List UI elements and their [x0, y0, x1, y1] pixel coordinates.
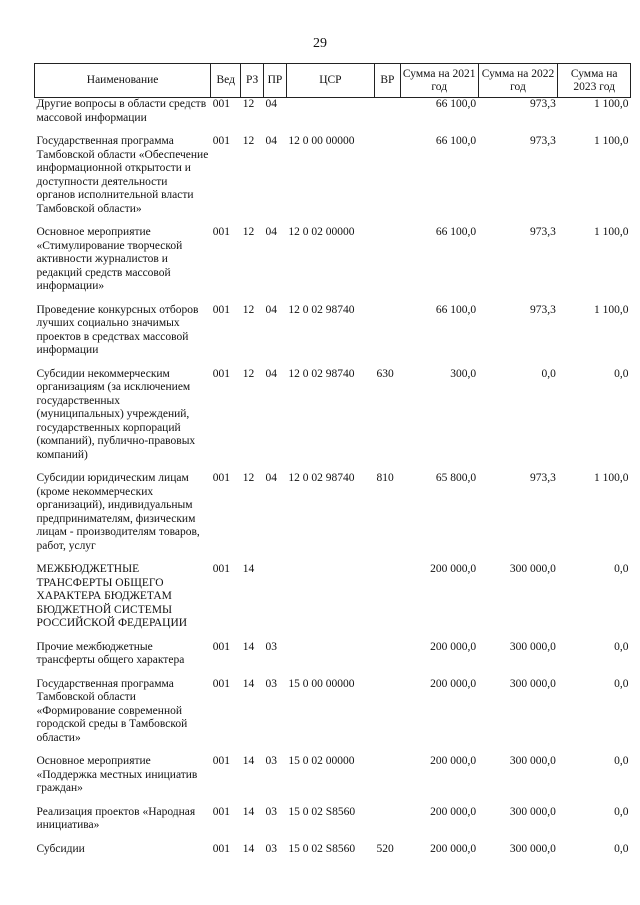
cell-name: Государственная программа Тамбовской области «Формирование современной городской среды в Тамбовской области» [36, 677, 188, 744]
cell-ved: 001 [212, 640, 230, 653]
header-ved: Вед [211, 64, 241, 98]
cell-vr [374, 678, 400, 756]
cell-sum-2023: 0,0 [614, 842, 629, 855]
cell-pr: 03 [265, 755, 278, 767]
table-header-row [35, 64, 631, 98]
cell-sum-2022: 973,3 [530, 303, 556, 316]
cell-name: Субсидии юридическим лицам (кроме некоммерческих организаций), индивидуальным предпринимателям, физическим лицам - производителям товаров, работ, услуг [36, 472, 200, 552]
cell-csr: 12 0 00 00000 [288, 135, 355, 147]
table-body [35, 98, 631, 867]
cell-ved: 001 [212, 842, 230, 855]
cell-rz: 14 [242, 640, 255, 653]
header-sum-2023: Сумма на 2023 год [558, 64, 631, 98]
header-rz: РЗ [241, 64, 264, 98]
table-row [35, 806, 631, 843]
cell-rz: 12 [242, 98, 255, 110]
cell-name: Другие вопросы в области средств массовой информации [36, 98, 207, 124]
cell-sum-2023: 0,0 [614, 755, 629, 767]
cell-sum-2022: 973,3 [530, 98, 556, 110]
header-csr: ЦСР [286, 64, 374, 98]
cell-pr: 03 [265, 842, 278, 855]
cell-vr [374, 304, 400, 368]
cell-csr: 12 0 02 98740 [288, 367, 355, 380]
cell-sum-2023: 0,0 [614, 563, 629, 575]
cell-ved: 001 [212, 563, 230, 575]
cell-csr: 15 0 02 00000 [288, 755, 355, 767]
cell-ved: 001 [212, 303, 230, 316]
cell-pr: 03 [265, 677, 278, 690]
table-row [35, 304, 631, 368]
table-row [35, 368, 631, 473]
cell-ved: 001 [212, 226, 230, 238]
cell-rz: 12 [242, 367, 255, 380]
cell-pr: 03 [265, 805, 278, 818]
cell-sum-2021: 200 000,0 [430, 805, 477, 818]
cell-pr [264, 563, 287, 641]
cell-sum-2022: 300 000,0 [509, 640, 556, 653]
cell-csr: 15 0 02 S8560 [288, 842, 356, 855]
cell-sum-2022: 973,3 [530, 226, 556, 238]
cell-ved: 001 [212, 98, 230, 110]
cell-rz: 14 [242, 563, 255, 575]
cell-csr: 12 0 02 00000 [288, 226, 355, 238]
table-row [35, 226, 631, 304]
cell-pr: 04 [265, 472, 278, 484]
cell-rz: 14 [242, 805, 255, 818]
table-row [35, 563, 631, 641]
cell-ved: 001 [212, 677, 230, 690]
cell-sum-2023: 0,0 [614, 677, 629, 690]
cell-sum-2023: 1 100,0 [594, 303, 629, 316]
cell-sum-2022: 0,0 [541, 367, 556, 380]
table-row [35, 678, 631, 756]
cell-sum-2022: 300 000,0 [509, 563, 556, 575]
cell-ved: 001 [212, 367, 230, 380]
cell-rz: 12 [242, 226, 255, 238]
cell-csr [286, 641, 374, 678]
cell-vr [374, 806, 400, 843]
cell-sum-2023: 1 100,0 [594, 135, 629, 147]
cell-sum-2021: 200 000,0 [430, 755, 477, 767]
cell-name: Прочие межбюджетные трансферты общего характера [36, 640, 185, 666]
cell-ved: 001 [212, 805, 230, 818]
cell-ved: 001 [212, 135, 230, 147]
cell-pr: 04 [265, 226, 278, 238]
cell-pr: 04 [265, 303, 278, 316]
cell-rz: 14 [242, 755, 255, 767]
cell-sum-2023: 1 100,0 [594, 98, 629, 110]
cell-vr [374, 755, 400, 806]
cell-sum-2021: 200 000,0 [430, 677, 477, 690]
cell-ved: 001 [212, 472, 230, 484]
cell-csr [286, 563, 374, 641]
cell-name: Основное мероприятие «Поддержка местных инициатив граждан» [36, 755, 198, 794]
cell-sum-2021: 66 100,0 [435, 98, 477, 110]
cell-vr [374, 135, 400, 226]
table-row [35, 641, 631, 678]
table-row [35, 755, 631, 806]
cell-sum-2021: 300,0 [450, 367, 477, 380]
table-row [35, 135, 631, 226]
cell-sum-2021: 65 800,0 [435, 472, 477, 484]
cell-pr: 04 [265, 367, 278, 380]
budget-table [34, 63, 631, 866]
cell-sum-2022: 300 000,0 [509, 842, 556, 855]
cell-sum-2022: 973,3 [530, 472, 556, 484]
page-number: 29 [313, 36, 327, 51]
cell-name: Реализация проектов «Народная инициатива» [36, 805, 196, 831]
cell-csr: 12 0 02 98740 [288, 303, 355, 316]
cell-ved: 001 [212, 755, 230, 767]
cell-sum-2022: 300 000,0 [509, 805, 556, 818]
cell-sum-2021: 66 100,0 [435, 135, 477, 147]
cell-vr: 810 [376, 472, 394, 484]
cell-sum-2022: 300 000,0 [509, 755, 556, 767]
cell-csr: 12 0 02 98740 [288, 472, 355, 484]
cell-rz: 12 [242, 303, 255, 316]
cell-pr: 03 [265, 640, 278, 653]
cell-name: Субсидии некоммерческим организациям (за исключением государственных (муниципальных) учреждений, государственных корпораций (компаний), публично-правовых компаний) [36, 367, 196, 461]
header-sum-2022: Сумма на 2022 год [478, 64, 558, 98]
cell-rz: 14 [242, 842, 255, 855]
cell-name: Основное мероприятие «Стимулирование творческой активности журналистов и редакций средств массовой информации» [36, 226, 183, 292]
table-row [35, 843, 631, 867]
cell-name: Проведение конкурсных отборов лучших социально значимых проектов в средствах массовой информации [36, 303, 199, 356]
cell-vr [374, 641, 400, 678]
cell-sum-2023: 1 100,0 [594, 226, 629, 238]
cell-vr: 630 [376, 367, 394, 380]
header-sum-2021: Сумма на 2021 год [400, 64, 478, 98]
cell-vr: 520 [376, 842, 394, 855]
cell-rz: 12 [242, 472, 255, 484]
cell-sum-2023: 0,0 [614, 367, 629, 380]
cell-csr: 15 0 02 S8560 [288, 805, 356, 818]
cell-sum-2023: 0,0 [614, 640, 629, 653]
header-name: Наименование [35, 64, 211, 98]
header-pr: ПР [264, 64, 287, 98]
header-vr: ВР [374, 64, 400, 98]
table-row [35, 98, 631, 136]
cell-pr: 04 [265, 135, 278, 147]
cell-sum-2021: 200 000,0 [430, 563, 477, 575]
cell-name: Государственная программа Тамбовской области «Обеспечение информационной открытости и доступности деятельности органов исполнительной власти Тамбовской области» [36, 135, 209, 215]
cell-pr: 04 [265, 98, 278, 110]
cell-sum-2022: 300 000,0 [509, 677, 556, 690]
cell-sum-2023: 1 100,0 [594, 472, 629, 484]
cell-name: Субсидии [36, 842, 85, 855]
cell-vr [374, 563, 400, 641]
cell-rz: 14 [242, 677, 255, 690]
cell-sum-2021: 200 000,0 [430, 842, 477, 855]
cell-csr: 15 0 00 00000 [288, 677, 355, 690]
cell-name: МЕЖБЮДЖЕТНЫЕ ТРАНСФЕРТЫ ОБЩЕГО ХАРАКТЕРА БЮДЖЕТАМ БЮДЖЕТНОЙ СИСТЕМЫ РОССИЙСКОЙ ФЕДЕРАЦИИ [36, 563, 188, 629]
cell-vr [374, 98, 400, 136]
cell-sum-2021: 66 100,0 [435, 226, 477, 238]
table-row [35, 472, 631, 563]
cell-csr [286, 98, 374, 136]
cell-sum-2023: 0,0 [614, 805, 629, 818]
cell-sum-2021: 66 100,0 [435, 303, 477, 316]
cell-vr [374, 226, 400, 304]
cell-sum-2021: 200 000,0 [430, 640, 477, 653]
cell-rz: 12 [242, 135, 255, 147]
cell-sum-2022: 973,3 [530, 135, 556, 147]
